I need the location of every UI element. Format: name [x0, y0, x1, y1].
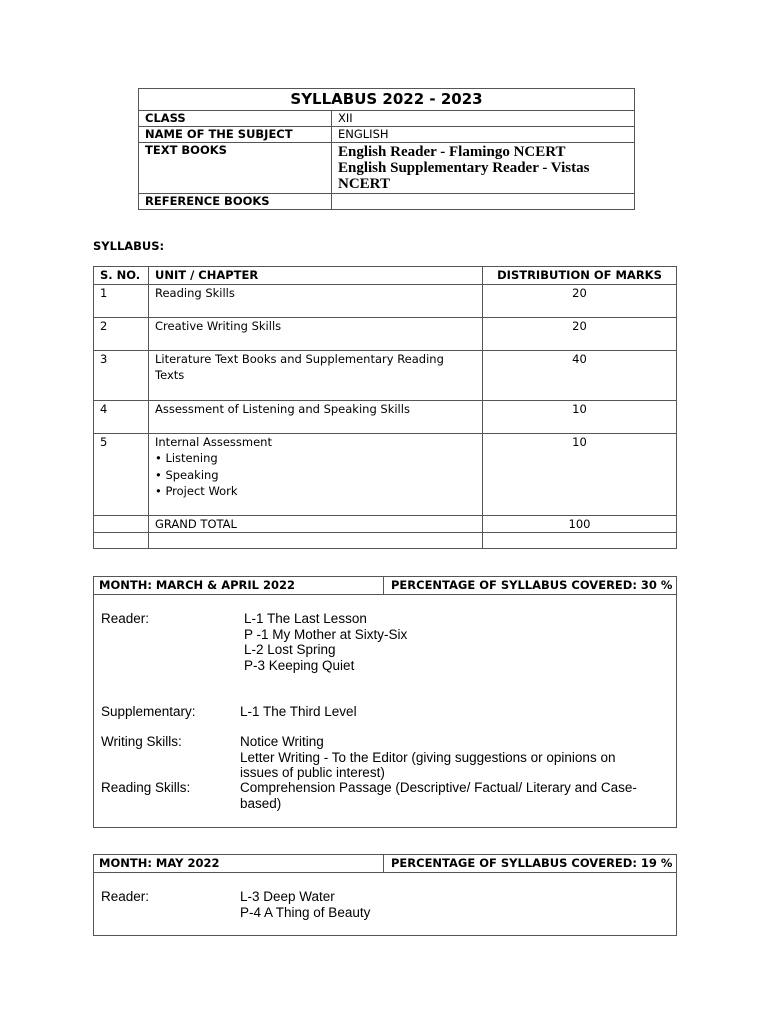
textbook-line: NCERT — [338, 176, 390, 192]
unit-line: Internal Assessment — [155, 434, 272, 449]
course-info-table — [138, 88, 635, 210]
marks-distribution-table — [93, 266, 677, 549]
table-row — [94, 284, 677, 317]
textbook-line: English Reader - Flamingo NCERT — [338, 144, 566, 160]
unit-cell: Reading Skills — [149, 284, 483, 317]
sno-cell: 5 — [94, 433, 149, 515]
unit-cell: Assessment of Listening and Speaking Skills — [149, 400, 483, 433]
syllabus-heading: SYLLABUS: — [93, 239, 165, 253]
reader-list — [240, 889, 370, 920]
marks-cell: 40 — [483, 350, 677, 400]
class-label: CLASS — [139, 111, 332, 127]
list-item: L-3 Deep Water — [240, 889, 335, 904]
table-row — [94, 317, 677, 350]
reader-list — [244, 611, 407, 673]
marks-cell: 20 — [483, 284, 677, 317]
list-item: L-1 The Last Lesson — [244, 611, 367, 626]
sno-cell: 3 — [94, 350, 149, 400]
sno-cell — [94, 515, 149, 533]
list-item: P-3 Keeping Quiet — [244, 657, 355, 673]
unit-line: Literature Text Books and Supplementary Reading — [155, 351, 444, 366]
writing-skills-list — [240, 734, 615, 781]
marks-cell: 20 — [483, 317, 677, 350]
table-row — [94, 400, 677, 433]
list-item: issues of public interest) — [240, 765, 385, 780]
empty-cell — [149, 533, 483, 549]
table-row — [94, 350, 677, 400]
month-label: MONTH: MARCH & APRIL 2022 — [94, 577, 384, 594]
unit-cell: Creative Writing Skills — [149, 317, 483, 350]
list-item: Letter Writing - To the Editor (giving suggestions or opinions on — [240, 749, 616, 765]
list-item: P -1 My Mother at Sixty-Six — [244, 626, 408, 642]
marks-cell: 10 — [483, 400, 677, 433]
reference-books-label: REFERENCE BOOKS — [139, 194, 332, 210]
month-block-may — [93, 854, 677, 936]
reader-label: Reader: — [101, 889, 150, 904]
grand-total-label: GRAND TOTAL — [149, 515, 483, 533]
sno-header: S. NO. — [94, 267, 149, 285]
percentage-label: PERCENTAGE OF SYLLABUS COVERED: 30 % — [391, 578, 673, 592]
textbooks-value — [332, 143, 635, 194]
list-item: based) — [240, 795, 282, 811]
class-value: XII — [332, 111, 635, 127]
syllabus-title: SYLLABUS 2022 - 2023 — [139, 89, 635, 111]
total-row — [94, 515, 677, 533]
unit-line: Texts — [155, 368, 185, 382]
unit-cell — [149, 433, 483, 515]
subject-value: ENGLISH — [332, 127, 635, 143]
sno-cell: 4 — [94, 400, 149, 433]
reading-skills-label: Reading Skills: — [101, 780, 191, 795]
subject-label: NAME OF THE SUBJECT — [139, 127, 332, 143]
empty-row — [94, 533, 677, 549]
marks-header: DISTRIBUTION OF MARKS — [483, 267, 677, 285]
list-item: P-4 A Thing of Beauty — [240, 904, 371, 920]
textbook-line: English Supplementary Reader - Vistas — [338, 160, 590, 176]
unit-bullet: • Project Work — [155, 484, 238, 498]
list-item: L-2 Lost Spring — [244, 642, 336, 657]
supplementary-item: L-1 The Third Level — [240, 704, 357, 719]
reading-skills-list — [240, 780, 637, 811]
table-row — [94, 433, 677, 515]
reference-books-value — [332, 194, 635, 210]
writing-skills-label: Writing Skills: — [101, 734, 182, 749]
percentage-label: PERCENTAGE OF SYLLABUS COVERED: 19 % — [391, 856, 673, 870]
supplementary-label: Supplementary: — [101, 704, 196, 719]
empty-cell — [483, 533, 677, 549]
list-item: Notice Writing — [240, 734, 324, 749]
grand-total-value: 100 — [483, 515, 677, 533]
unit-cell — [149, 350, 483, 400]
unit-header: UNIT / CHAPTER — [149, 267, 483, 285]
unit-bullet: • Listening — [155, 451, 218, 465]
sno-cell: 1 — [94, 284, 149, 317]
month-label: MONTH: MAY 2022 — [94, 855, 384, 872]
sno-cell: 2 — [94, 317, 149, 350]
reader-label: Reader: — [101, 611, 150, 626]
textbooks-label: TEXT BOOKS — [139, 143, 332, 194]
list-item: Comprehension Passage (Descriptive/ Factual/ Literary and Case- — [240, 780, 637, 795]
marks-cell: 10 — [483, 433, 677, 515]
empty-cell — [94, 533, 149, 549]
unit-bullet: • Speaking — [155, 467, 219, 482]
month-block-march-april — [93, 576, 677, 828]
